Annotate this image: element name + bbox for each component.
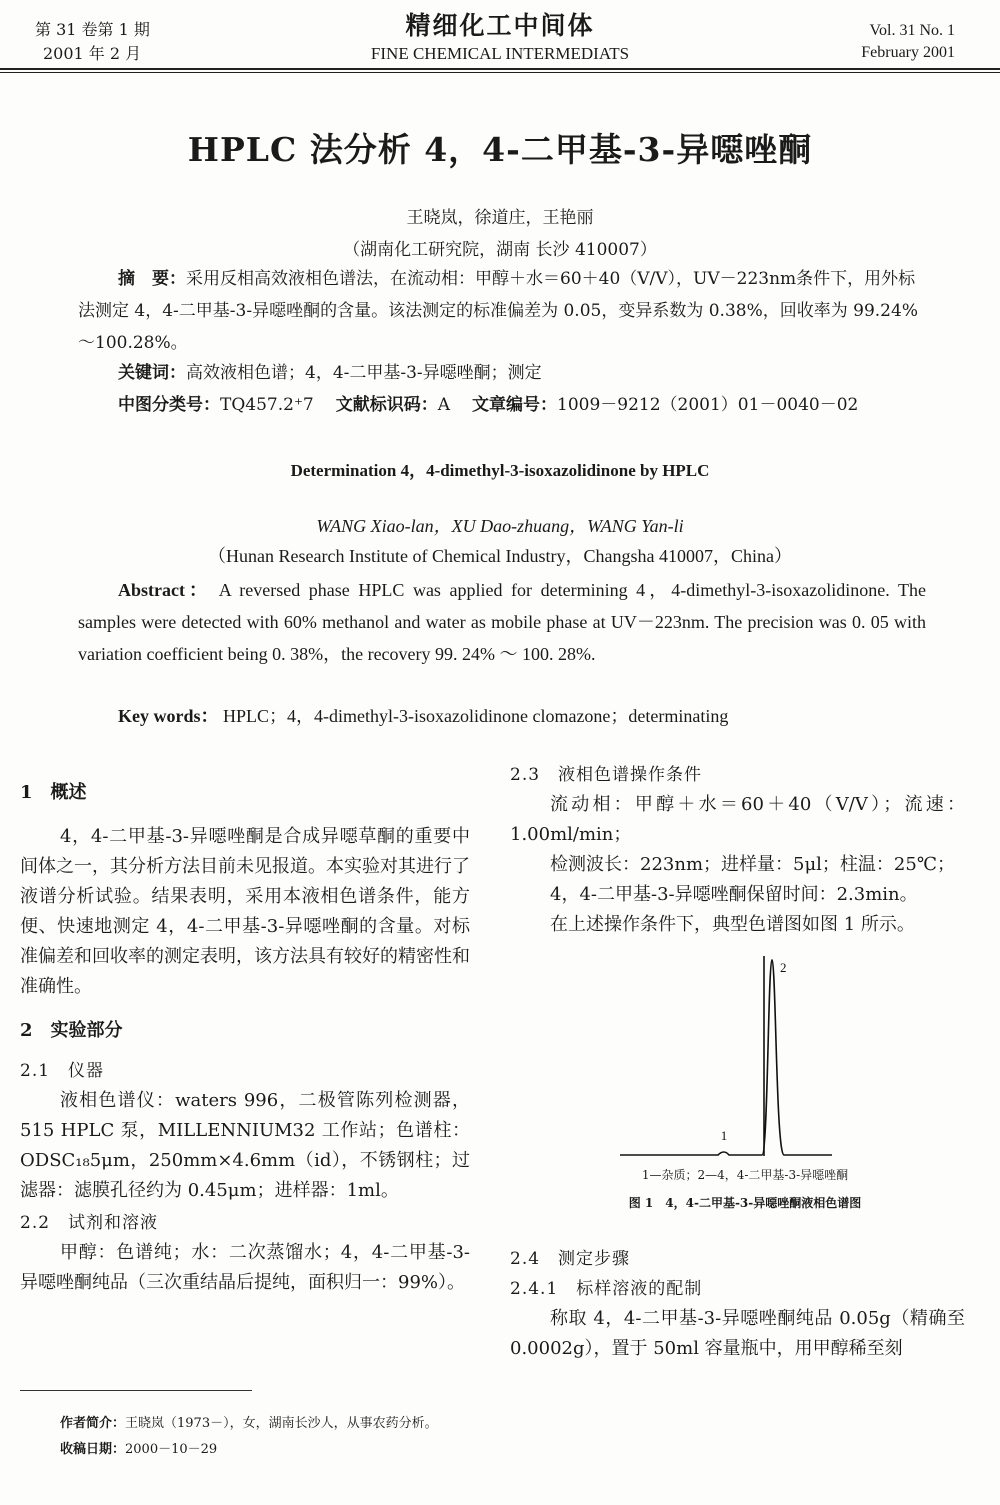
- keywords-en-text: HPLC；4，4-dimethyl-3-isoxazolidinone clomazone；determinating: [223, 706, 729, 726]
- section-1-heading: 1 概述: [20, 782, 87, 803]
- clc-value: TQ457.2⁺7: [220, 395, 314, 415]
- figure-reference: 在上述操作条件下，典型色谱图如图 1 所示。: [550, 914, 915, 935]
- keywords-cn-text: 高效液相色谱；4，4-二甲基-3-异噁唑酮；测定: [186, 363, 542, 383]
- article-title: HPLC 法分析 4，4-二甲基-3-异噁唑酮: [187, 130, 813, 169]
- right-column-top: [510, 760, 965, 940]
- conditions-detection: 检测波长：223nm；进样量：5μl；柱温：25℃；: [550, 854, 955, 875]
- journal-issue-info-en: [861, 20, 955, 64]
- abstract-cn: [78, 263, 926, 359]
- chromatogram-figure: [610, 950, 900, 1162]
- authors-en: WANG Xiao-lan，XU Dao-zhuang，WANG Yan-li: [316, 516, 684, 536]
- section-2-4-heading: 2.4 测定步骤: [510, 1249, 631, 1269]
- peak-2-label: 2: [780, 960, 787, 975]
- received-date-text: 2000－10－29: [125, 1442, 218, 1457]
- classification-line: [78, 389, 926, 421]
- peak-1-label: 1: [720, 1128, 728, 1143]
- journal-name: [290, 10, 710, 64]
- abstract-en: [78, 574, 926, 670]
- section-2-2-heading: 2.2 试剂和溶液: [20, 1213, 159, 1233]
- author-bio: [60, 1412, 438, 1431]
- clc-label: 中图分类号：: [118, 395, 220, 415]
- issue-volume-en: Vol. 31 No. 1: [869, 22, 955, 39]
- journal-name-cn: 精细化工中间体: [405, 11, 595, 40]
- doc-code-label: 文献标识码：: [335, 395, 438, 415]
- conditions-mobile-phase: 流动相：甲醇＋水＝60＋40（V/V）；流速：1.00ml/min；: [510, 794, 965, 845]
- footnote-rule: [20, 1390, 252, 1391]
- issue-date-en: February 2001: [861, 44, 955, 61]
- authors-cn: 王晓岚，徐道庄，王艳丽: [406, 208, 594, 228]
- issue-volume: 第 31 卷第 1 期: [35, 20, 150, 39]
- abstract-en-label: Abstract：: [118, 580, 212, 600]
- section-2-1-heading: 2.1 仪器: [20, 1061, 105, 1081]
- figure-caption: 图 1 4，4-二甲基-3-异噁唑酮液相色谱图: [628, 1196, 862, 1210]
- figure-legend: 1—杂质；2—4，4-二甲基-3-异噁唑酮: [641, 1168, 849, 1182]
- issue-date: 2001 年 2 月: [43, 44, 142, 63]
- section-2-3-heading: 2.3 液相色谱操作条件: [510, 765, 703, 785]
- abstract-en-text: A reversed phase HPLC was applied for determining 4，4-dimethyl-3-isoxazolidinone. The samples were detected with 60% methanol and water as mobile phase at UV－223nm. The precision was 0. 05 with variation coefficient being 0. 38%，the recovery 99. 24% ～ 100. 28%.: [78, 580, 926, 664]
- received-date: [60, 1438, 217, 1457]
- article-title-en: Determination 4，4-dimethyl-3-isoxazolidinone by HPLC: [290, 461, 710, 480]
- abstract-cn-text: 采用反相高效液相色谱法，在流动相：甲醇＋水＝60＋40（V/V），UV－223nm条件下，用外标法测定 4，4-二甲基-3-异噁唑酮的含量。该法测定的标准偏差为 0.05，变异系数为 0.38%，回收率为 99.24%～100.28%。: [78, 269, 918, 353]
- author-bio-label: 作者简介：: [60, 1416, 126, 1431]
- doc-code-value: A: [437, 395, 451, 415]
- keywords-en: [78, 700, 926, 732]
- article-number-value: 1009－9212（2001）01－0040－02: [557, 395, 859, 415]
- article-number-label: 文章编号：: [472, 395, 558, 415]
- conditions-retention: 4，4-二甲基-3-异噁唑酮保留时间：2.3min。: [550, 884, 918, 905]
- header-rule-thin: [0, 72, 1000, 73]
- right-column-bottom: [510, 1244, 965, 1364]
- section-2-4-1-paragraph: 称取 4，4-二甲基-3-异噁唑酮纯品 0.05g（精确至 0.0002g），置于 50ml 容量瓶中，用甲醇稀至刻: [510, 1308, 965, 1359]
- chromatogram-trace: [620, 960, 832, 1155]
- author-bio-text: 王晓岚（1973－），女，湖南长沙人，从事农药分析。: [125, 1416, 438, 1431]
- section-2-1-paragraph: 液相色谱仪：waters 996，二极管陈列检测器，515 HPLC 泵，MILLENNIUM32 工作站；色谱柱：ODSC₁₈5μm，250mm×4.6mm（id），不锈钢柱；过滤器：滤膜孔径约为 0.45μm；进样器：1ml。: [20, 1090, 470, 1201]
- keywords-en-label: Key words：: [118, 706, 219, 726]
- header-rule: [0, 68, 1000, 70]
- journal-issue-info: [35, 18, 150, 66]
- keywords-cn-label: 关键词：: [118, 363, 186, 383]
- abstract-cn-label: 摘 要：: [118, 269, 186, 289]
- section-1-paragraph: 4，4-二甲基-3-异噁唑酮是合成异噁草酮的重要中间体之一，其分析方法目前未见报道。本实验对其进行了液谱分析试验。结果表明，采用本液相色谱条件，能方便、快速地测定 4，4-二甲基-3-异噁唑酮的含量。对标准偏差和回收率的测定表明，该方法具有较好的精密性和准确性。: [20, 826, 470, 997]
- section-2-heading: 2 实验部分: [20, 1020, 123, 1041]
- affiliation-en: （Hunan Research Institute of Chemical Industry，Changsha 410007，China）: [208, 546, 792, 566]
- section-2-2-paragraph: 甲醇：色谱纯；水：二次蒸馏水；4，4-二甲基-3-异噁唑酮纯品（三次重结晶后提纯，面积归一：99%）。: [20, 1242, 470, 1293]
- keywords-cn: [78, 357, 926, 389]
- section-2-4-1-heading: 2.4.1 标样溶液的配制: [510, 1279, 703, 1299]
- left-column: [20, 778, 470, 1298]
- journal-name-en: FINE CHEMICAL INTERMEDIATS: [370, 44, 630, 63]
- received-date-label: 收稿日期：: [60, 1442, 126, 1457]
- affiliation-cn: （湖南化工研究院，湖南 长沙 410007）: [343, 240, 657, 260]
